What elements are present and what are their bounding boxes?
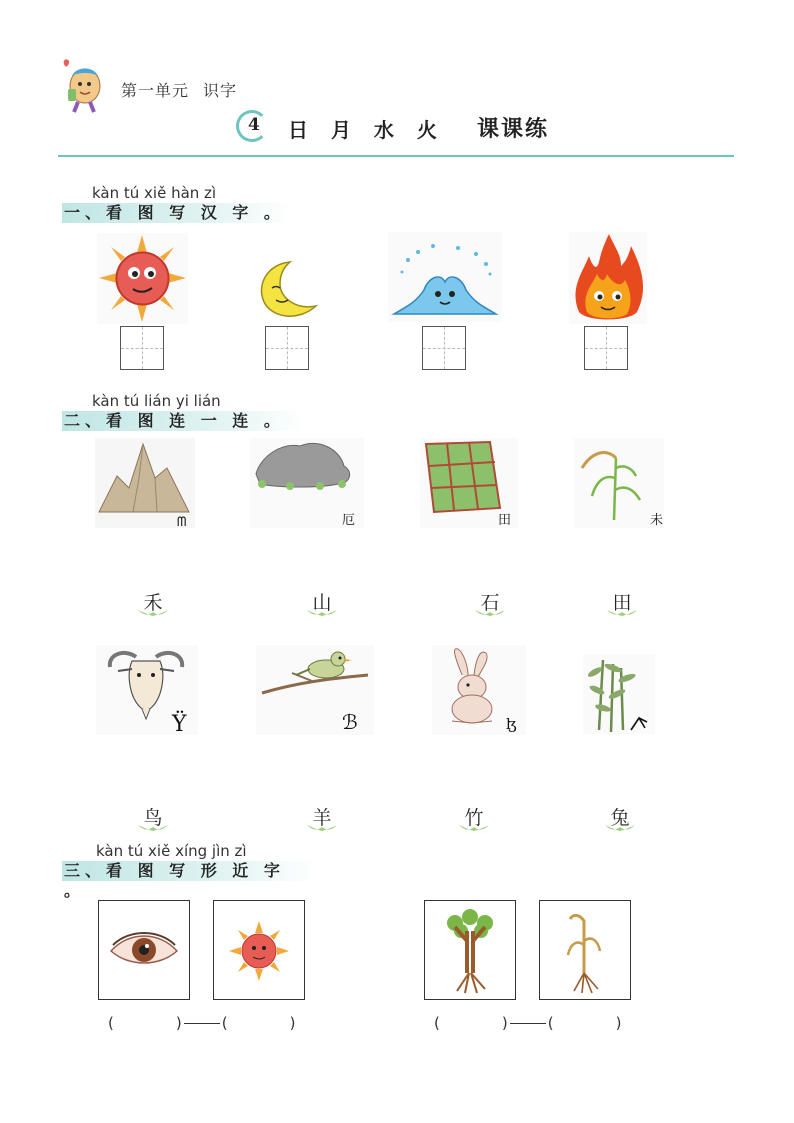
unit-heading [121, 78, 237, 101]
section1-pinyin: kàn tú xiě hàn zì [92, 184, 217, 202]
section2-title: 二、看 图 连 一 连 。 [62, 411, 304, 431]
leaf-icon [473, 608, 507, 618]
sun-frame [213, 900, 305, 1000]
svg-text:未: 未 [650, 513, 664, 528]
char-option[interactable]: 羊 [312, 807, 332, 829]
write-box-water[interactable] [422, 326, 466, 370]
blank-open: ( [108, 1014, 114, 1032]
field-glyph: 田 [498, 513, 512, 528]
blank-open: ( [547, 1014, 554, 1032]
lesson-type: 课课练 [477, 117, 550, 142]
answer-line-2[interactable] [434, 1014, 621, 1032]
field-image[interactable] [420, 438, 518, 528]
section3-pinyin: kàn tú xiě xíng jìn zì [96, 842, 247, 860]
section3-title: 三、看 图 写 形 近 字 。 [62, 861, 316, 881]
water-image [388, 232, 502, 322]
bamboo-image[interactable] [583, 654, 655, 734]
fire-image [569, 232, 647, 324]
svg-text:厄: 厄 [342, 513, 356, 528]
write-box-fire[interactable] [584, 326, 628, 370]
blank-close: ) [289, 1014, 296, 1032]
char-option[interactable]: 禾 [143, 592, 163, 614]
sun-image [97, 233, 188, 324]
lesson-number-badge [236, 110, 268, 142]
leaf-icon [136, 608, 170, 618]
lesson-number: 4 [248, 115, 260, 135]
header-divider [58, 155, 734, 157]
rabbit-image[interactable] [432, 645, 526, 735]
unit-label: 第一单元 [121, 81, 190, 100]
char-option[interactable]: 竹 [464, 807, 484, 829]
char-option[interactable]: 山 [312, 592, 332, 614]
stone-image[interactable] [250, 438, 364, 528]
section1-title: 一、看 图 写 汉 字 。 [62, 203, 290, 223]
bird-image[interactable] [256, 645, 374, 735]
leaf-icon [136, 823, 170, 833]
grain-frame [539, 900, 631, 1000]
write-box-sun[interactable] [120, 326, 164, 370]
eye-frame [98, 900, 190, 1000]
leaf-icon [305, 608, 339, 618]
mountain-image[interactable] [95, 438, 195, 528]
svg-text:Ϋ: Ϋ [172, 712, 187, 735]
grain-image[interactable] [574, 438, 664, 528]
answer-line-1[interactable] [108, 1014, 295, 1032]
leaf-icon [603, 823, 637, 833]
svg-text:ᗰ: ᗰ [177, 515, 187, 528]
section2-pinyin: kàn tú lián yi lián [92, 392, 221, 410]
goat-image[interactable] [96, 645, 198, 735]
blank-close: ) [175, 1014, 182, 1032]
unit-topic: 识字 [203, 81, 238, 100]
blank-open: ( [221, 1014, 228, 1032]
blank-close: ) [615, 1014, 622, 1032]
char-option[interactable]: 鸟 [143, 807, 163, 829]
char-option[interactable]: 兔 [610, 807, 630, 829]
leaf-icon [457, 823, 491, 833]
mascot-icon [58, 56, 108, 114]
char-option[interactable]: 石 [480, 592, 500, 614]
lesson-title: 日 月 水 火 [288, 118, 445, 142]
char-option[interactable]: 田 [612, 592, 632, 614]
tree-frame [424, 900, 516, 1000]
moon-image [250, 258, 322, 323]
blank-open: ( [434, 1014, 440, 1032]
svg-text:ɮ: ɮ [506, 715, 517, 733]
leaf-icon [605, 608, 639, 618]
svg-text:ℬ: ℬ [342, 710, 358, 734]
write-box-moon[interactable] [265, 326, 309, 370]
blank-close: ) [501, 1014, 508, 1032]
leaf-icon [305, 823, 339, 833]
